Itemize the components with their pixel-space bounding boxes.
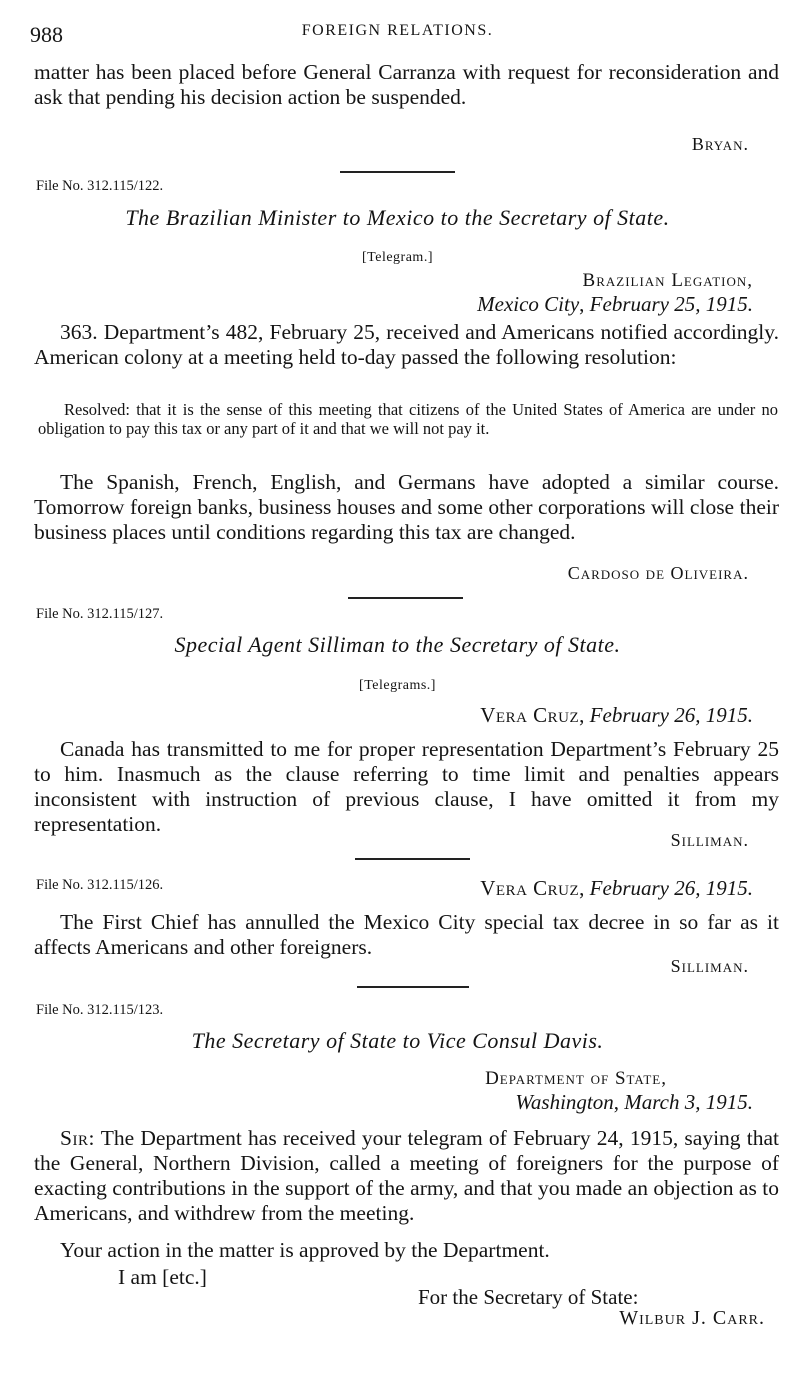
running-title: FOREIGN RELATIONS. [301,22,494,39]
letter-paragraph [34,1126,779,1226]
salutation: Sir: [60,1126,95,1150]
dateline-city: Vera Cruz [480,876,580,900]
department-line: Department of State, [485,1068,667,1089]
legation-line: Brazilian Legation, [582,270,753,291]
dateline-date: March 3, 1915. [624,1090,753,1114]
section-divider [340,171,455,173]
signature-bryan: Bryan. [691,134,749,154]
continuation-paragraph: matter has been placed before General Carranza with request for reconsideration and ask that pending his decision action be suspended. [34,60,779,109]
resolution-paragraph: Resolved: that it is the sense of this meeting that citizens of the United States of America are under no obligation to pay this tax or any part of it and that we will not pay it. [38,400,778,438]
dateline-city: Vera Cruz [480,703,580,727]
dateline: Washington, March 3, 1915. [515,1090,753,1114]
telegram-paragraph: The First Chief has annulled the Mexico City special tax decree in so far as it affects Americans and other foreigners. [34,910,779,959]
document-title: The Secretary of State to Vice Consul Davis. [191,1028,604,1053]
for-secretary-line: For the Secretary of State: [418,1285,639,1309]
file-number: File No. 312.115/123. [36,1002,164,1018]
letter-paragraph-2: Your action in the matter is approved by the Department. [60,1238,550,1262]
document-title: The Brazilian Minister to Mexico to the Secretary of State. [125,205,670,230]
dateline-date: February 26, 1915. [589,876,753,900]
signature-cardoso: Cardoso de Oliveira. [567,563,749,583]
signature-silliman: Silliman. [670,830,749,850]
dateline-date: February 25, 1915. [589,292,753,316]
section-divider [348,597,463,599]
closing: I am [etc.] [118,1265,207,1289]
telegram-paragraph: 363. Department’s 482, February 25, received and Americans notified accordingly. American colony at a meeting held to-day passed the following resolution: [34,320,779,369]
file-number: File No. 312.115/122. [36,178,164,194]
document-title: Special Agent Silliman to the Secretary of State. [174,632,621,657]
dateline-date: February 26, 1915. [589,703,753,727]
telegram-paragraph: Canada has transmitted to me for proper representation Department’s February 25 to him. Inasmuch as the clause referring to time limit and penalties appears inconsistent with instruction of previous clause, I have omitted it from my representation. [34,737,779,836]
page-number: 988 [30,22,63,47]
section-divider [357,986,469,988]
file-number: File No. 312.115/126. [36,877,164,893]
telegram-label: [Telegram.] [362,250,433,265]
section-divider [355,858,470,860]
dateline-city: Washington [515,1090,614,1114]
dateline: Mexico City, February 25, 1915. [477,292,753,316]
file-number: File No. 312.115/127. [36,606,164,622]
dateline: Vera Cruz, February 26, 1915. [480,703,753,727]
dateline: Vera Cruz, February 26, 1915. [480,876,753,900]
telegram-paragraph-2: The Spanish, French, English, and Germans have adopted a similar course. Tomorrow foreign banks, business houses and some other corporations will close their business places until conditions regarding this tax are changed. [34,470,779,544]
telegrams-label: [Telegrams.] [359,678,436,693]
letter-body: The Department has received your telegram of February 24, 1915, saying that the General, Northern Division, called a meeting of foreigners for the purpose of exacting contributions in the support of the army, and that you made an objection as to Americans, and withdrew from the meeting. [34,1126,779,1225]
signature-silliman: Silliman. [670,956,749,976]
signature-carr: Wilbur J. Carr. [619,1307,765,1329]
dateline-city: Mexico City [477,292,580,316]
